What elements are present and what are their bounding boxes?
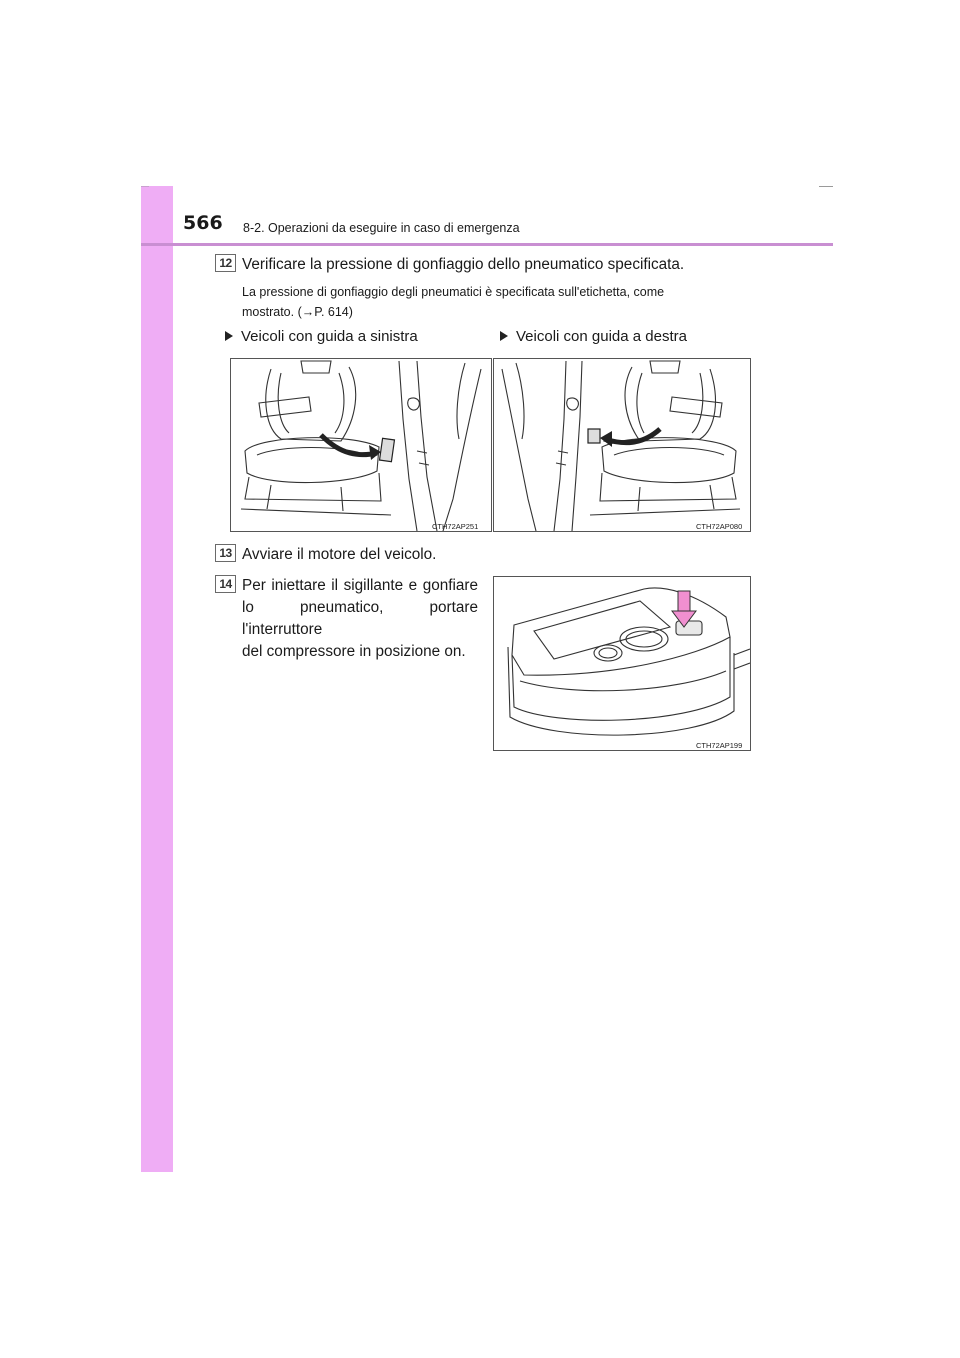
step-number-badge: 14: [215, 575, 236, 593]
step-number-badge: 13: [215, 544, 236, 562]
figure-code: CTH72AP199: [696, 741, 743, 750]
figure-heading-label: Veicoli con guida a sinistra: [241, 328, 418, 345]
figure-heading-right: [500, 328, 687, 345]
page-number: 566: [183, 212, 223, 234]
seat-door-pillar-drawing: [231, 359, 491, 531]
tire-label-illustration-lhd: [230, 358, 492, 532]
compressor-switch-illustration: [493, 576, 751, 751]
crop-mark: [141, 186, 149, 187]
tire-label-illustration-rhd: [493, 358, 751, 532]
triangle-bullet-icon: [225, 331, 233, 341]
figure-code: CTH72AP080: [696, 522, 743, 531]
triangle-bullet-icon: [500, 331, 508, 341]
note-line: mostrato. (→P. 614): [242, 305, 353, 319]
section-title: 8-2. Operazioni da eseguire in caso di emergenza: [243, 221, 520, 235]
figure-code: CTH72AP251: [432, 522, 479, 531]
step-note: [242, 282, 745, 322]
figure-heading-label: Veicoli con guida a destra: [516, 328, 687, 345]
note-line: La pressione di gonfiaggio degli pneumatici è specificata sull'etichetta, come: [242, 285, 665, 299]
header-divider: [141, 243, 833, 246]
step-text: Verificare la pressione di gonfiaggio dello pneumatico specificata.: [242, 256, 685, 273]
chapter-sidebar-tab: [141, 186, 173, 1172]
step-text-line: Per iniettare il sigillante e gonfiare: [242, 577, 478, 594]
step-text: Avviare il motore del veicolo.: [242, 546, 437, 563]
step-text: [242, 575, 478, 663]
crop-mark: [819, 186, 833, 187]
seat-door-pillar-drawing: [494, 359, 750, 531]
step-number-badge: 12: [215, 254, 236, 272]
step-text-line: lo pneumatico, portare l'interruttore: [242, 599, 478, 638]
figure-heading-left: [225, 328, 418, 345]
step-text-line: del compressore in posizione on.: [242, 643, 466, 660]
compressor-drawing: [494, 577, 750, 750]
